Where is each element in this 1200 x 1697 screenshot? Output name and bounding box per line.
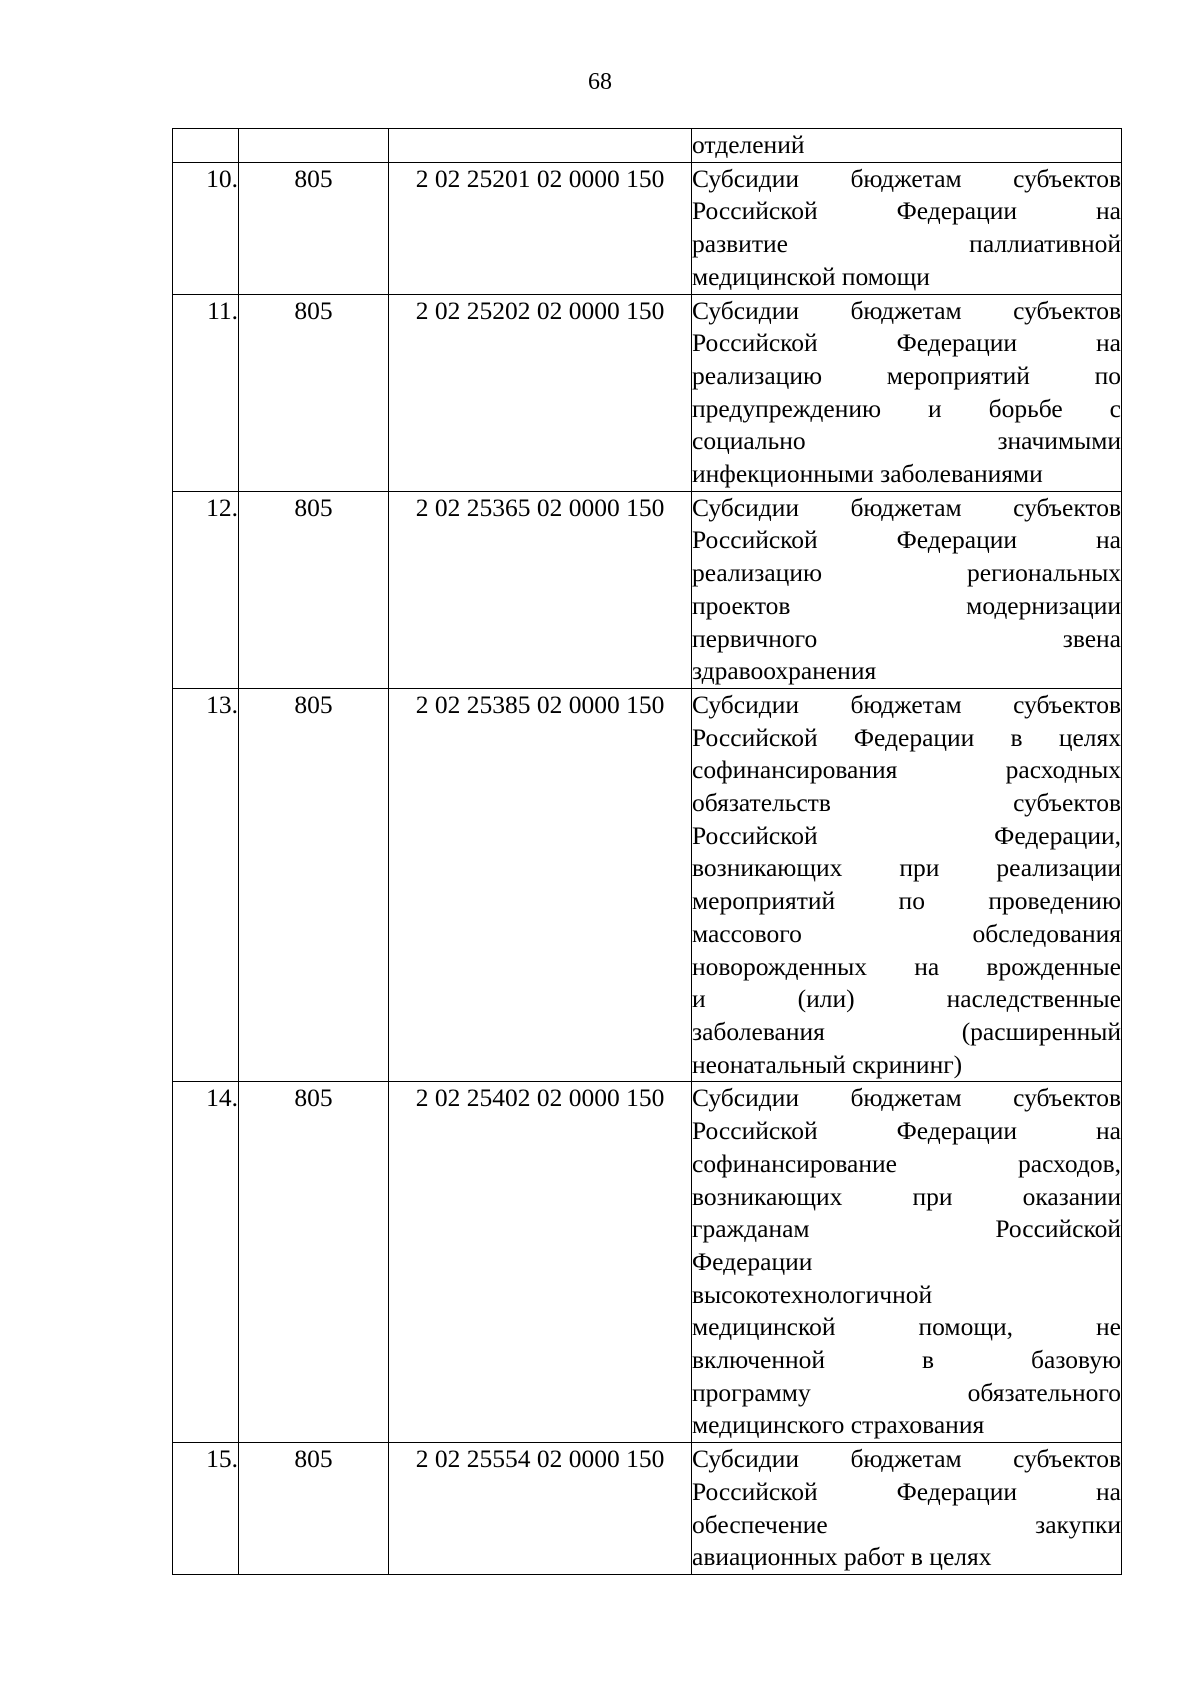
- description-line: мероприятий по проведению: [692, 886, 1121, 916]
- income-code-cell: 2 02 25402 02 0000 150: [389, 1082, 692, 1443]
- description-line: предупреждению и борьбе с: [692, 393, 1121, 423]
- description-line: Российской Федерации,: [692, 820, 1121, 850]
- row-number-cell: [173, 129, 239, 163]
- table-row: [173, 1443, 1122, 1575]
- description-line: включенной в базовую: [692, 1345, 1121, 1375]
- description-cell: [692, 491, 1122, 688]
- description-cell: [692, 688, 1122, 1081]
- description-line: обеспечение закупки: [692, 1509, 1121, 1539]
- description-line: возникающих при реализации: [692, 853, 1121, 883]
- description-line: авиационных работ в целях: [692, 1542, 992, 1572]
- description-line: Субсидии бюджетам субъектов: [692, 492, 1121, 522]
- description-line: Субсидии бюджетам субъектов: [692, 1444, 1121, 1474]
- description-line: обязательств субъектов: [692, 788, 1121, 818]
- income-code-cell: 2 02 25365 02 0000 150: [389, 491, 692, 688]
- description-line: первичного звена: [692, 623, 1121, 653]
- admin-code-cell: 805: [239, 491, 389, 688]
- description-line: неонатальный скрининг): [692, 1049, 963, 1079]
- admin-code-cell: 805: [239, 1082, 389, 1443]
- budget-income-table: [172, 128, 1122, 1575]
- description-line: софинансирования расходных: [692, 755, 1121, 785]
- description-line: Федерации: [692, 1246, 813, 1276]
- description-line: программу обязательного: [692, 1377, 1121, 1407]
- description-line: новорожденных на врожденные: [692, 951, 1121, 981]
- admin-code-cell: 805: [239, 162, 389, 294]
- description-line: здравоохранения: [692, 656, 877, 686]
- description-cell: [692, 1443, 1122, 1575]
- income-code-cell: 2 02 25202 02 0000 150: [389, 294, 692, 491]
- description-line: проектов модернизации: [692, 590, 1121, 620]
- table-body: [173, 129, 1122, 1575]
- description-line: Российской Федерации на: [692, 1476, 1121, 1506]
- description-line: реализацию региональных: [692, 558, 1121, 588]
- admin-code-cell: 805: [239, 294, 389, 491]
- income-code-cell: 2 02 25385 02 0000 150: [389, 688, 692, 1081]
- description-line: и (или) наследственные: [692, 984, 1121, 1014]
- description-line: развитие паллиативной: [692, 229, 1121, 259]
- income-code-cell: 2 02 25554 02 0000 150: [389, 1443, 692, 1575]
- description-line: Российской Федерации в целях: [692, 722, 1121, 752]
- description-line: возникающих при оказании: [692, 1181, 1121, 1211]
- description-line: Субсидии бюджетам субъектов: [692, 295, 1121, 325]
- description-line: социально значимыми: [692, 426, 1121, 456]
- description-line: Российской Федерации на: [692, 525, 1121, 555]
- description-line: Российской Федерации на: [692, 1116, 1121, 1146]
- description-line: Субсидии бюджетам субъектов: [692, 1083, 1121, 1113]
- table-row: [173, 688, 1122, 1081]
- income-code-cell: 2 02 25201 02 0000 150: [389, 162, 692, 294]
- table-row: [173, 294, 1122, 491]
- table-row: [173, 129, 1122, 163]
- description-line: реализацию мероприятий по: [692, 360, 1121, 390]
- description-line: медицинской помощи, не: [692, 1312, 1121, 1342]
- row-number-cell: 11.: [173, 294, 239, 491]
- description-line: заболевания (расширенный: [692, 1016, 1121, 1046]
- description-line: медицинской помощи: [692, 261, 930, 291]
- description-cell: [692, 129, 1122, 163]
- description-cell: [692, 162, 1122, 294]
- description-line: Российской Федерации на: [692, 328, 1121, 358]
- description-line: гражданам Российской: [692, 1214, 1121, 1244]
- income-code-cell: [389, 129, 692, 163]
- description-line: отделений: [692, 130, 805, 159]
- description-line: Субсидии бюджетам субъектов: [692, 163, 1121, 193]
- row-number-cell: 13.: [173, 688, 239, 1081]
- admin-code-cell: 805: [239, 688, 389, 1081]
- row-number-cell: 15.: [173, 1443, 239, 1575]
- page-number: 68: [588, 69, 612, 95]
- table-row: [173, 491, 1122, 688]
- description-cell: [692, 294, 1122, 491]
- description-line: Российской Федерации на: [692, 196, 1121, 226]
- description-cell: [692, 1082, 1122, 1443]
- row-number-cell: 14.: [173, 1082, 239, 1443]
- admin-code-cell: 805: [239, 1443, 389, 1575]
- description-line: инфекционными заболеваниями: [692, 459, 1043, 489]
- row-number-cell: 12.: [173, 491, 239, 688]
- description-line: Субсидии бюджетам субъектов: [692, 689, 1121, 719]
- description-line: софинансирование расходов,: [692, 1148, 1121, 1178]
- description-line: массового обследования: [692, 918, 1121, 948]
- description-line: высокотехнологичной: [692, 1279, 933, 1309]
- table-row: [173, 162, 1122, 294]
- table-row: [173, 1082, 1122, 1443]
- row-number-cell: 10.: [173, 162, 239, 294]
- admin-code-cell: [239, 129, 389, 163]
- description-line: медицинского страхования: [692, 1410, 985, 1440]
